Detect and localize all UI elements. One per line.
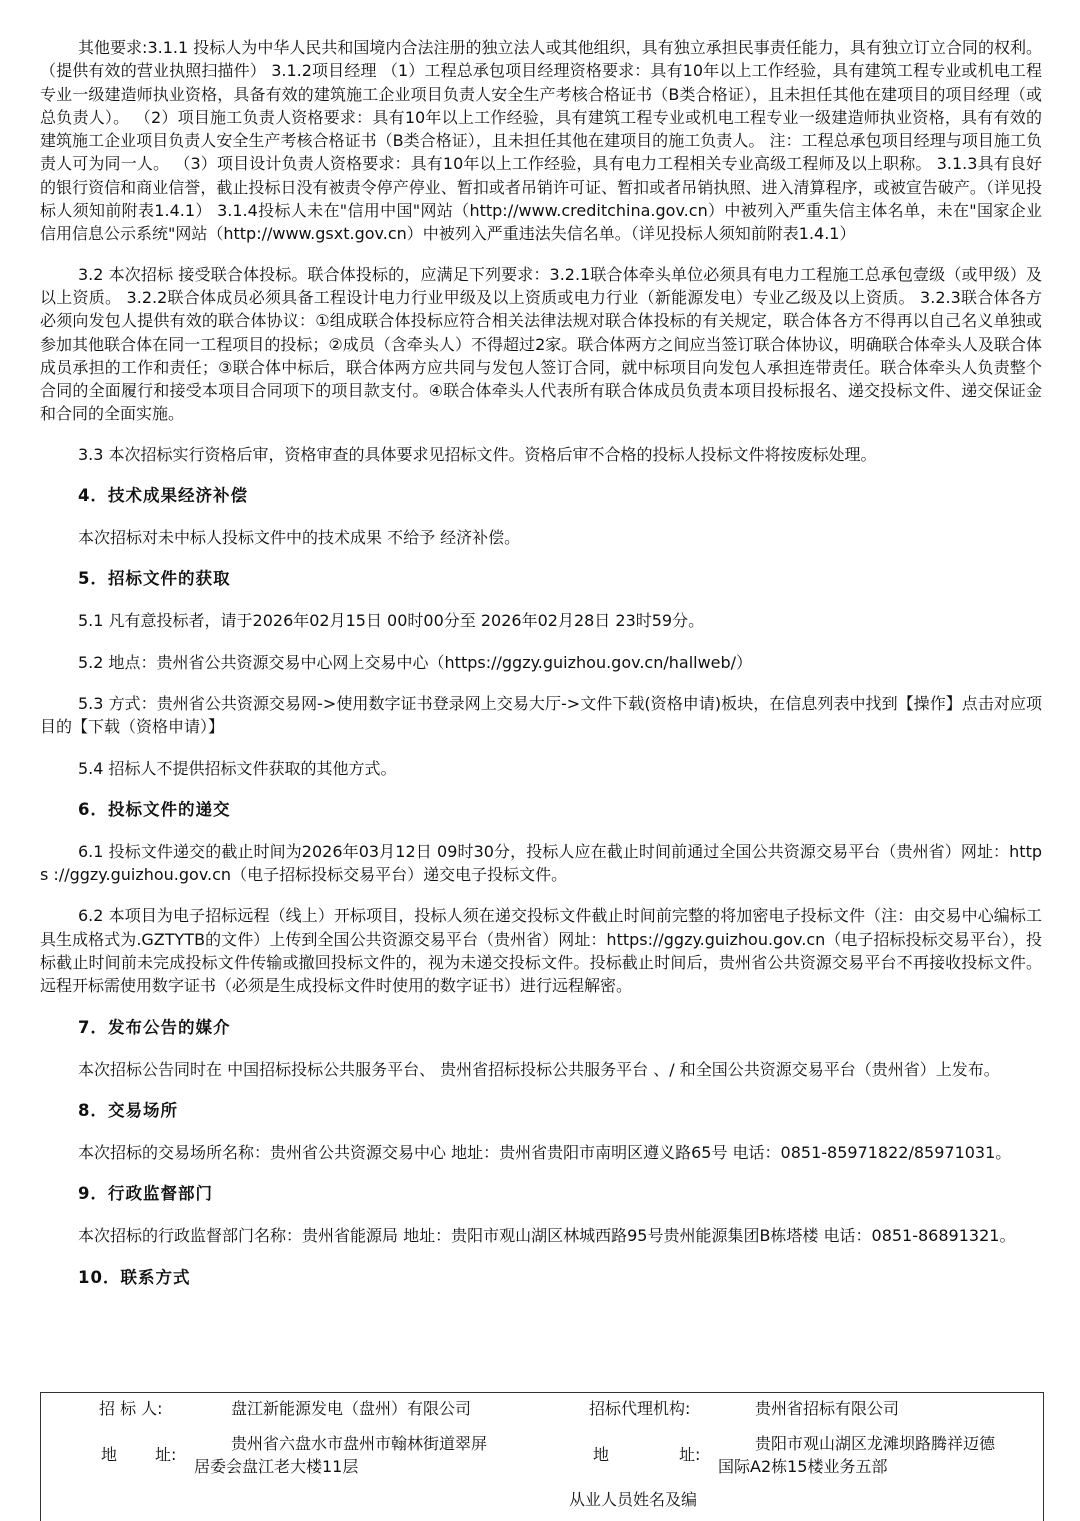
section5-paragraph-3: 5.3 方式：贵州省公共资源交易网->使用数字证书登录网上交易大厅->文件下载(资格申请)板块，在信息列表中找到【操作】点击对应项目的【下载（资格申请）】 — [40, 693, 1042, 737]
contact-table — [40, 1392, 1044, 1521]
section5-heading: 5．招标文件的获取 — [78, 569, 231, 589]
tenderer-value: 盘江新能源发电（盘州）有限公司 — [231, 1399, 472, 1418]
agency-label: 招标代理机构: — [589, 1399, 691, 1418]
section7-paragraph: 本次招标公告同时在 中国招标投标公共服务平台、 贵州省招标投标公共服务平台 、/ 和全国公共资源交易平台（贵州省）上发布。 — [78, 1059, 1000, 1079]
section7-heading: 7．发布公告的媒介 — [78, 1017, 231, 1037]
section9-paragraph: 本次招标的行政监督部门名称：贵州省能源局 地址：贵阳市观山湖区林城西路95号贵州能源集团B栋塔楼 电话：0851-86891321。 — [78, 1226, 1016, 1246]
staff-label: 从业人员姓名及编 — [569, 1490, 698, 1509]
section5-paragraph-2: 5.2 地点：贵州省公共资源交易中心网上交易中心（https://ggzy.guizhou.gov.cn/hallweb/） — [78, 652, 753, 672]
section6-paragraph-2: 6.2 本项目为电子招标远程（线上）开标项目，投标人须在递交投标文件截止时间前完整的将加密电子投标文件（注：由交易中心编标工具生成格式为.GZTYTB的文件）上传到全国公共资源交易平台（贵州省）网址：https://ggzy.guizhou.gov.cn（电子招标投标交易平台），投标截止时间前未完成投标文件传输或撤回投标文件的，视为未递交投标文件。投标截止时间后，贵州省公共资源交易平台不再接收投标文件。远程开标需使用数字证书（必须是生成投标文件时使用的数字证书）进行远程解密。 — [40, 906, 1042, 996]
section6-heading: 6．投标文件的递交 — [78, 799, 231, 819]
tenderer-address-line-1: 贵州省六盘水市盘州市翰林街道翠屏 — [231, 1434, 488, 1453]
tenderer-address-label-a: 地 — [101, 1445, 118, 1464]
section9-heading: 9．行政监督部门 — [78, 1184, 213, 1204]
tenderer-address-label-b: 址: — [155, 1445, 177, 1464]
section4-paragraph: 本次招标对未中标人投标文件中的技术成果 不给予 经济补偿。 — [78, 528, 521, 548]
agency-address-label-a: 地 — [593, 1445, 610, 1464]
section8-heading: 8．交易场所 — [78, 1100, 178, 1120]
tenderer-label: 招 标 人: — [99, 1399, 163, 1418]
section8-paragraph: 本次招标的交易场所名称：贵州省公共资源交易中心 地址：贵州省贵阳市南明区遵义路65号 电话：0851-85971822/85971031。 — [78, 1142, 1012, 1162]
agency-address-line-1: 贵阳市观山湖区龙滩坝路腾祥迈德 — [755, 1434, 996, 1453]
section6-paragraph-1: 6.1 投标文件递交的截止时间为2026年03月12日 09时30分，投标人应在截止时间前通过全国公共资源交易平台（贵州省）网址：https ://ggzy.guizhou.gov.cn（电子招标投标交易平台）递交电子投标文件。 — [40, 841, 1042, 885]
section3-paragraph-1: 其他要求:3.1.1 投标人为中华人民共和国境内合法注册的独立法人或其他组织，具有独立承担民事责任能力，具有独立订立合同的权利。（提供有效的营业执照扫描件） 3.1.2项目经理 （1）工程总承包项目经理资格要求：具有10年以上工作经验，具有建筑工程专业或机电工程专业一级建造师执业资格，具备有效的建筑施工企业项目负责人安全生产考核合格证书（B类合格证），且未担任其他在建项目的项目经理（或总负责人）。 （2）项目施工负责人资格要求：具有10年以上工作经验，具有建筑工程专业或机电工程专业一级建造师执业资格，具有有效的建筑施工企业项目负责人安全生产考核合格证书（B类合格证），且未担任其他在建项目的施工负责人。 注：工程总承包项目经理与项目施工负责人可为同一人。 （3）项目设计负责人资格要求：具有10年以上工作经验，具有电力工程相关专业高级工程师及以上职称。 3.1.3具有良好的银行资信和商业信誉，截止投标日没有被责令停产停业、暂扣或者吊销许可证、暂扣或者吊销执照、进入清算程序，或被宣告破产。（详见投标人须知前附表1.4.1） 3.1.4投标人未在"信用中国"网站（http://www.creditchina.gov.cn）中被列入严重失信主体名单，未在"国家企业信用信息公示系统"网站（http://www.gsxt.gov.cn）中被列入严重违法失信名单。（详见投标人须知前附表1.4.1） — [40, 38, 1042, 244]
agency-address-label-b: 址: — [679, 1445, 701, 1464]
section5-paragraph-4: 5.4 招标人不提供招标文件获取的其他方式。 — [78, 758, 397, 778]
section3-paragraph-3: 3.3 本次招标实行资格后审，资格审查的具体要求见招标文件。资格后审不合格的投标人投标文件将按废标处理。 — [78, 444, 877, 464]
agency-value: 贵州省招标有限公司 — [755, 1399, 900, 1418]
section4-heading: 4．技术成果经济补偿 — [78, 486, 248, 506]
section3-paragraph-2: 3.2 本次招标 接受联合体投标。联合体投标的，应满足下列要求：3.2.1联合体牵头单位必须具有电力工程施工总承包壹级（或甲级）及以上资质。 3.2.2联合体成员必须具备工程设计电力行业甲级及以上资质或电力行业（新能源发电）专业乙级及以上资质。 3.2.3联合体各方必须向发包人提供有效的联合体协议：①组成联合体投标应符合相关法律法规对联合体投标的有关规定，联合体各方不得再以自己名义单独或参加其他联合体在同一工程项目的投标；②成员（含牵头人）不得超过2家。联合体两方之间应当签订联合体协议，明确联合体牵头人及联合体成员承担的工作和责任；③联合体中标后，联合体两方应共同与发包人签订合同，就中标项目向发包人承担连带责任。联合体牵头人负责整个合同的全面履行和接受本项目合同项下的项目款支付。④联合体牵头人代表所有联合体成员负责本项目投标报名、递交投标文件、递交保证金和合同的全面实施。 — [40, 264, 1042, 424]
agency-address-line-2: 国际A2栋15楼业务五部 — [718, 1457, 888, 1476]
tenderer-address-line-2: 居委会盘江老大楼11层 — [194, 1457, 359, 1476]
section5-paragraph-1: 5.1 凡有意投标者，请于2026年02月15日 00时00分至 2026年02月28日 23时59分。 — [78, 611, 705, 631]
section10-heading: 10．联系方式 — [78, 1267, 191, 1287]
announcement-body — [40, 36, 1042, 1290]
